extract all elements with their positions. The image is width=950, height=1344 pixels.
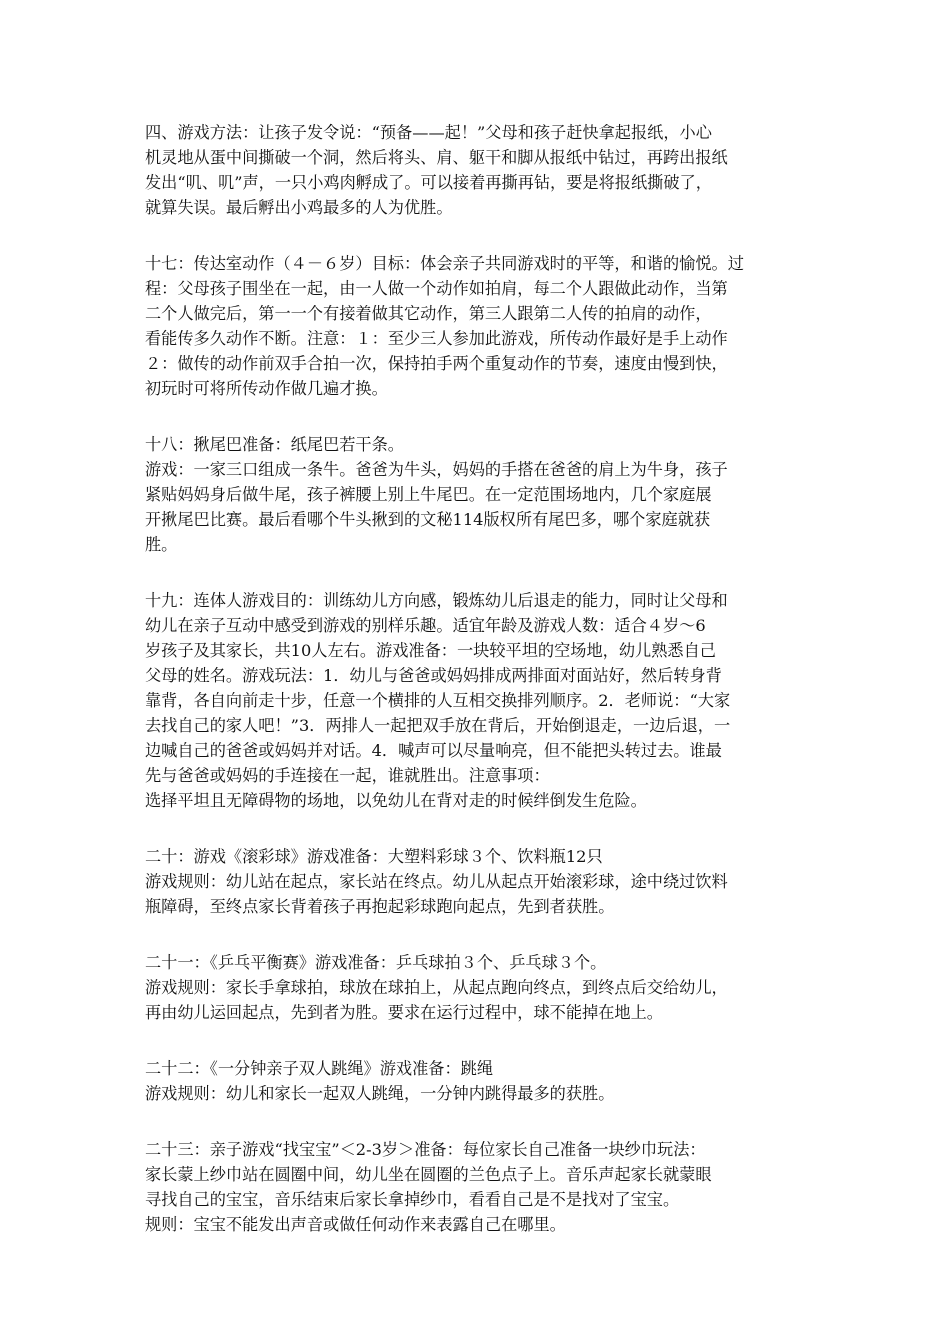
text-line: 二十三：亲子游戏“找宝宝”＜2-3岁＞准备：每位家长自己准备一块纱巾玩法： [145, 1140, 706, 1159]
text-line: 开揪尾巴比赛。最后看哪个牛头揪到的文秘114版权所有尾巴多，哪个家庭就获 [145, 510, 711, 529]
text-line: 二十：游戏《滚彩球》游戏准备：大塑料彩球３个、饮料瓶12只 [145, 847, 603, 866]
text-line: 看能传多久动作不断。注意：１：至少三人参加此游戏，所传动作最好是手上动作 [145, 329, 728, 348]
paragraph-game-22 [145, 1056, 810, 1106]
text-line: 就算失误。最后孵出小鸡最多的人为优胜。 [145, 198, 453, 217]
text-line: 游戏规则：幼儿站在起点，家长站在终点。幼儿从起点开始滚彩球，途中绕过饮料 [145, 872, 728, 891]
text-line: 幼儿在亲子互动中感受到游戏的别样乐趣。适宜年龄及游戏人数：适合４岁～6 [145, 616, 706, 635]
text-line: 边喊自己的爸爸或妈妈并对话。4．喊声可以尽量响亮，但不能把头转过去。谁最 [145, 741, 722, 760]
text-line: 家长蒙上纱巾站在圆圈中间，幼儿坐在圆圈的兰色点子上。音乐声起家长就蒙眼 [145, 1165, 712, 1184]
text-line: 二十一：《乒乓平衡赛》游戏准备：乒乓球拍３个、乒乓球３个。 [145, 953, 607, 972]
text-line: 二个人做完后，第一一个有接着做其它动作，第三人跟第二人传的拍肩的动作， [145, 304, 712, 323]
text-line: 十七：传达室动作（４－６岁）目标：体会亲子共同游戏时的平等，和谐的愉悦。过 [145, 254, 744, 273]
paragraph-game-23 [145, 1137, 810, 1237]
text-line: 先与爸爸或妈妈的手连接在一起，谁就胜出。注意事项： [145, 766, 550, 785]
text-line: 四、游戏方法：让孩子发令说：“预备——起！”父母和孩子赶快拿起报纸，小心 [145, 123, 712, 142]
text-line: 发出“叽、叽”声，一只小鸡肉孵成了。可以接着再撕再钻，要是将报纸撕破了， [145, 173, 712, 192]
text-line: 再由幼儿运回起点，先到者为胜。要求在运行过程中，球不能掉在地上。 [145, 1003, 663, 1022]
paragraph-game-4-method [145, 120, 810, 220]
text-line: 瓶障碍，至终点家长背着孩子再抱起彩球跑向起点，先到者获胜。 [145, 897, 615, 916]
text-line: 去找自己的家人吧！”3．两排人一起把双手放在背后，开始倒退走，一边后退，一 [145, 716, 731, 735]
text-line: 选择平坦且无障碍物的场地，以免幼儿在背对走的时候绊倒发生危险。 [145, 791, 647, 810]
text-line: ２：做传的动作前双手合拍一次，保持拍手两个重复动作的节奏，速度由慢到快， [145, 354, 728, 373]
text-line: 初玩时可将所传动作做几遍才换。 [145, 379, 388, 398]
text-line: 游戏规则：家长手拿球拍，球放在球拍上，从起点跑向终点，到终点后交给幼儿， [145, 978, 728, 997]
document-page [145, 120, 810, 1268]
text-line: 游戏规则：幼儿和家长一起双人跳绳，一分钟内跳得最多的获胜。 [145, 1084, 615, 1103]
text-line: 寻找自己的宝宝，音乐结束后家长拿掉纱巾，看看自己是不是找对了宝宝。 [145, 1190, 680, 1209]
text-line: 十九：连体人游戏目的：训练幼儿方向感，锻炼幼儿后退走的能力，同时让父母和 [145, 591, 728, 610]
text-line: 十八：揪尾巴准备：纸尾巴若干条。 [145, 435, 404, 454]
paragraph-game-21 [145, 950, 810, 1025]
text-line: 二十二：《一分钟亲子双人跳绳》游戏准备：跳绳 [145, 1059, 494, 1078]
paragraph-game-18 [145, 432, 810, 557]
text-line: 机灵地从蛋中间撕破一个洞，然后将头、肩、躯干和脚从报纸中钻过，再跨出报纸 [145, 148, 728, 167]
text-line: 程：父母孩子围坐在一起，由一人做一个动作如拍肩，每二个人跟做此动作，当第 [145, 279, 728, 298]
text-line: 父母的姓名。游戏玩法：1．幼儿与爸爸或妈妈排成两排面对面站好，然后转身背 [145, 666, 722, 685]
text-line: 紧贴妈妈身后做牛尾，孩子裤腰上别上牛尾巴。在一定范围场地内，几个家庭展 [145, 485, 712, 504]
text-line: 胜。 [145, 535, 178, 554]
paragraph-game-20 [145, 844, 810, 919]
text-line: 游戏：一家三口组成一条牛。爸爸为牛头，妈妈的手搭在爸爸的肩上为牛身，孩子 [145, 460, 728, 479]
text-line: 岁孩子及其家长，共10人左右。游戏准备：一块较平坦的空场地，幼儿熟悉自己 [145, 641, 716, 660]
text-line: 靠背，各自向前走十步，任意一个横排的人互相交换排列顺序。2．老师说：“大家 [145, 691, 731, 710]
text-line: 规则：宝宝不能发出声音或做任何动作来表露自己在哪里。 [145, 1215, 566, 1234]
paragraph-game-17 [145, 251, 810, 401]
paragraph-game-19 [145, 588, 810, 813]
